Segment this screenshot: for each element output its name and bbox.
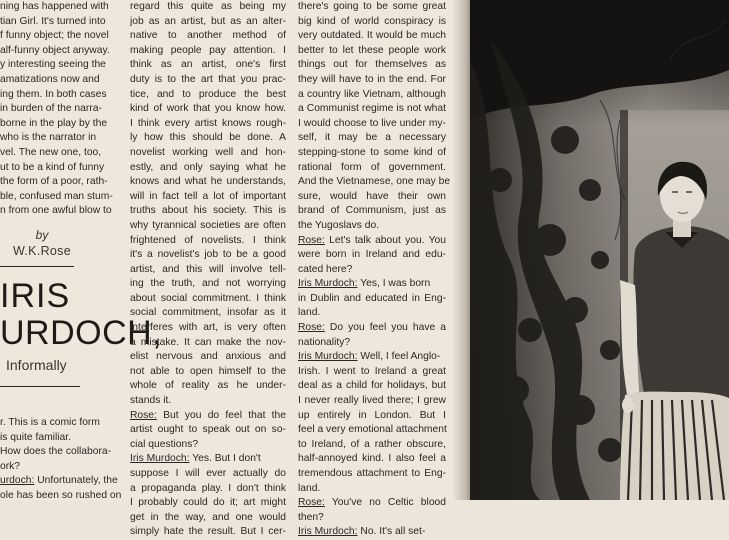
line-text: think as an artist, one's first xyxy=(130,59,286,71)
text-line: borne in the play by the xyxy=(0,117,108,129)
text-line: in burden of the narra- xyxy=(0,103,102,115)
text-line xyxy=(130,394,286,409)
line-text: self, it may be a necessary xyxy=(298,132,446,144)
line-text: frightened of novelists. I think xyxy=(130,234,286,246)
line-text: elist nervous and anxious and xyxy=(130,351,286,363)
text-line: who is the narrator in xyxy=(0,132,97,144)
text-line xyxy=(298,292,446,307)
text-line xyxy=(0,431,112,446)
page-gutter xyxy=(452,0,472,500)
line-text: nationality? xyxy=(298,336,351,348)
line-text: artist, and this will involve tell- xyxy=(130,263,286,275)
line-text: Let's talk about you. You xyxy=(324,234,446,246)
line-text: r. This is a comic form xyxy=(0,417,100,428)
text-line xyxy=(298,88,446,103)
speaker-name: urdoch: xyxy=(0,475,35,487)
line-text: get in the way, and one would xyxy=(130,511,286,523)
line-text: ole has been so rushed on xyxy=(0,489,122,501)
text-line xyxy=(130,161,286,176)
byline-rule xyxy=(0,266,74,267)
line-text: a country like Vietnam, although xyxy=(298,88,446,100)
text-line xyxy=(130,204,286,219)
line-text: sure, would have their own xyxy=(298,190,446,202)
text-line xyxy=(130,452,286,467)
text-line xyxy=(298,409,446,424)
text-line xyxy=(130,365,286,380)
line-text: in Dublin and educated in Eng- xyxy=(298,292,446,304)
speaker-name: Iris Murdoch: xyxy=(298,278,358,290)
text-line: ut to be a kind of funny xyxy=(0,161,105,173)
line-text: better to let these people work xyxy=(298,44,446,56)
portrait-photograph xyxy=(470,0,729,500)
speaker-name: Iris Murdoch: xyxy=(298,526,358,538)
text-line xyxy=(130,306,286,321)
line-text: the Yugoslavs do. xyxy=(298,219,380,231)
line-text: estly, and only saying what he xyxy=(130,161,286,173)
article-subtitle: Informally xyxy=(6,357,67,373)
text-line xyxy=(298,365,446,380)
text-line xyxy=(298,58,446,73)
line-text: tremendous attachment to Eng- xyxy=(298,468,446,479)
speaker-name: Iris Murdoch: xyxy=(298,351,358,363)
text-line xyxy=(298,161,446,176)
text-line xyxy=(298,131,446,146)
line-text: I never really lived there; I grew xyxy=(298,395,446,407)
text-line xyxy=(298,277,446,292)
text-line xyxy=(298,263,446,278)
text-line xyxy=(298,336,446,351)
text-line xyxy=(130,131,286,146)
text-line xyxy=(130,438,286,453)
line-text: will in fact tell a lot of important xyxy=(130,190,286,202)
line-text: Do you feel you have a xyxy=(324,322,446,334)
text-line xyxy=(298,306,446,321)
text-line xyxy=(298,467,446,482)
text-line xyxy=(130,190,286,205)
line-text: stepping-stone to some kind of xyxy=(298,146,446,158)
text-line xyxy=(298,190,446,205)
text-line: ning has happened with xyxy=(0,1,109,12)
text-line xyxy=(130,117,286,132)
text-line: amatizations now and xyxy=(0,73,100,85)
text-line xyxy=(298,511,446,526)
text-line: the form of a poor, rath- xyxy=(0,176,108,188)
text-line xyxy=(130,29,286,44)
byline-author: W.K.Rose xyxy=(13,244,71,258)
line-text: social commitment, insofar as it xyxy=(130,307,286,319)
line-text: novelist working well and hon- xyxy=(130,146,286,158)
text-line xyxy=(130,277,286,292)
text-line xyxy=(130,219,286,234)
text-line: ble, confused man stum- xyxy=(0,190,113,202)
column-middle xyxy=(130,0,286,540)
line-text: not able to open himself to the xyxy=(130,365,286,377)
line-text: rational form of government. xyxy=(298,161,446,173)
text-line xyxy=(298,248,446,263)
text-line xyxy=(130,423,286,438)
text-line xyxy=(130,496,286,511)
line-text: I think every artist knows rough- xyxy=(130,117,286,129)
line-text: ing the truth, and not worrying xyxy=(130,278,286,290)
line-text: cated here? xyxy=(298,263,353,275)
text-line xyxy=(130,248,286,263)
text-line xyxy=(130,88,286,103)
text-line xyxy=(130,336,286,351)
article-title-line-1: IRIS xyxy=(0,277,71,315)
line-text: Irish. I went to Ireland a great xyxy=(298,365,446,377)
line-text: interferes with art, is very often xyxy=(130,322,286,334)
line-text: a Communist regime is not what xyxy=(298,103,446,115)
line-text: brand of Communism, just as xyxy=(298,205,446,217)
text-line xyxy=(130,0,286,15)
line-text: Yes, I was born xyxy=(357,278,431,290)
line-text: ork? xyxy=(0,460,21,472)
line-text: making people pay attention. I xyxy=(130,44,286,56)
text-line xyxy=(298,204,446,219)
column-left-bottom xyxy=(0,416,122,504)
line-text: regard this quite as being my xyxy=(130,1,286,12)
text-line: f funny object; the novel xyxy=(0,30,109,42)
text-line xyxy=(130,292,286,307)
line-text: up entirely in London. But I xyxy=(298,409,446,421)
line-text: I probably could do it; art might xyxy=(130,497,286,509)
text-line xyxy=(298,321,446,336)
line-text: suppose I will ever actually do xyxy=(130,468,286,479)
line-text: tice, and to produce the best xyxy=(130,88,286,100)
line-text: duty is to the art that you prac- xyxy=(130,73,286,85)
speaker-name: Iris Murdoch: xyxy=(130,453,190,465)
line-text: feel a very emotional attachment xyxy=(298,424,447,436)
text-line xyxy=(130,146,286,161)
line-text: But you do feel that the xyxy=(156,409,286,421)
line-text: I would choose to live under my- xyxy=(298,117,446,129)
line-text: No. It's all set- xyxy=(357,526,426,538)
text-line: vel. The new one, too, xyxy=(0,146,102,158)
text-line xyxy=(130,321,286,336)
line-text: very outdated. It would be much xyxy=(298,30,446,42)
text-line xyxy=(130,58,286,73)
line-text: native to another method of xyxy=(130,30,286,42)
text-line xyxy=(298,102,446,117)
line-text: half-annoyed kind. I also feel a xyxy=(298,453,446,465)
line-text: there's going to be some great xyxy=(298,1,446,12)
text-line xyxy=(298,525,446,540)
line-text: job as an artist, but as an alter- xyxy=(130,15,286,27)
line-text: a mistake. It can make the nov- xyxy=(130,336,286,348)
text-line xyxy=(298,117,446,132)
text-line xyxy=(130,350,286,365)
article-title-line-2: URDOCH, xyxy=(0,314,163,352)
line-text: about social commitment. I think xyxy=(130,292,286,304)
text-line: n from one awful blow to xyxy=(0,205,112,217)
text-line xyxy=(298,175,451,190)
line-text: ly how this should be done. A xyxy=(130,132,286,144)
text-line: ing them. In both cases xyxy=(0,88,107,100)
text-line xyxy=(298,15,446,30)
text-line xyxy=(298,350,446,365)
line-text: whole of reality as he under- xyxy=(130,380,286,392)
line-text: they will have to in the end. For xyxy=(298,73,446,85)
text-line xyxy=(298,234,446,249)
text-line xyxy=(298,482,446,497)
text-line xyxy=(130,467,286,482)
text-line xyxy=(298,394,446,409)
speaker-name: Rose: xyxy=(298,234,325,246)
text-line: tian Girl. It's turned into xyxy=(0,15,106,27)
line-text: stands it. xyxy=(130,395,172,407)
line-text: kind of work that you know how. xyxy=(130,103,286,115)
line-text: artist ought to speak out on so- xyxy=(130,424,286,436)
text-line xyxy=(0,416,112,431)
text-line xyxy=(130,482,286,497)
text-line xyxy=(130,102,286,117)
text-line xyxy=(298,452,446,467)
text-line xyxy=(298,496,446,511)
line-text: land. xyxy=(298,307,321,319)
text-line: alf-funny object anyway. xyxy=(0,44,110,56)
line-text: Well, I feel Anglo- xyxy=(357,351,441,363)
line-text: then? xyxy=(298,511,324,523)
column-left-top xyxy=(0,0,112,219)
text-line xyxy=(130,234,286,249)
text-line xyxy=(298,438,446,453)
text-line xyxy=(298,379,446,394)
text-line: y interesting seeing the xyxy=(0,59,106,71)
text-line xyxy=(130,409,286,424)
text-line xyxy=(0,489,122,504)
text-line xyxy=(130,263,286,278)
line-text: is quite familiar. xyxy=(0,431,71,443)
text-line xyxy=(0,445,112,460)
byline-label: by xyxy=(35,228,49,242)
line-text: Unfortunately, the xyxy=(34,475,118,487)
subtitle-rule xyxy=(0,386,80,387)
line-text: cial questions? xyxy=(130,438,199,450)
line-text: were born in Ireland and edu- xyxy=(298,249,446,261)
line-text: How does the collabora- xyxy=(0,446,112,458)
text-line xyxy=(130,73,286,88)
line-text: You've no Celtic blood xyxy=(324,497,446,509)
speaker-name: Rose: xyxy=(298,322,325,334)
column-right xyxy=(298,0,451,540)
line-text: things out for themselves as xyxy=(298,59,446,71)
text-line xyxy=(0,460,112,475)
line-text: simply hate the result. But I cer- xyxy=(130,526,286,538)
line-text: a propaganda play. I don't think xyxy=(130,482,286,494)
text-line xyxy=(130,175,286,190)
line-text: big kind of world conspiracy is xyxy=(298,15,446,27)
text-line xyxy=(298,0,446,15)
text-line xyxy=(298,423,446,438)
line-text: deal as a child for holidays, but xyxy=(298,380,446,392)
line-text: truths about his society. This is xyxy=(130,205,286,217)
text-line xyxy=(130,44,286,59)
text-line xyxy=(130,511,286,526)
line-text: And the Vietnamese, one may be xyxy=(298,176,451,188)
text-line xyxy=(130,379,286,394)
text-line xyxy=(298,146,446,161)
line-text: to Ireland, of a rather obscure, xyxy=(298,438,446,450)
line-text: Yes. But I don't xyxy=(189,453,261,465)
text-line xyxy=(298,44,446,59)
line-text: knows and what he understands, xyxy=(130,176,286,188)
line-text: it's a novelist's job to be a good xyxy=(130,249,286,261)
line-text: land. xyxy=(298,482,321,494)
text-line xyxy=(0,474,118,489)
text-line xyxy=(298,29,446,44)
speaker-name: Rose: xyxy=(298,497,325,509)
speaker-name: Rose: xyxy=(130,409,157,421)
text-line xyxy=(130,15,286,30)
line-text: why tyrannical societies are often xyxy=(130,219,286,231)
text-line xyxy=(298,219,446,234)
text-line xyxy=(130,525,286,540)
text-line xyxy=(298,73,446,88)
